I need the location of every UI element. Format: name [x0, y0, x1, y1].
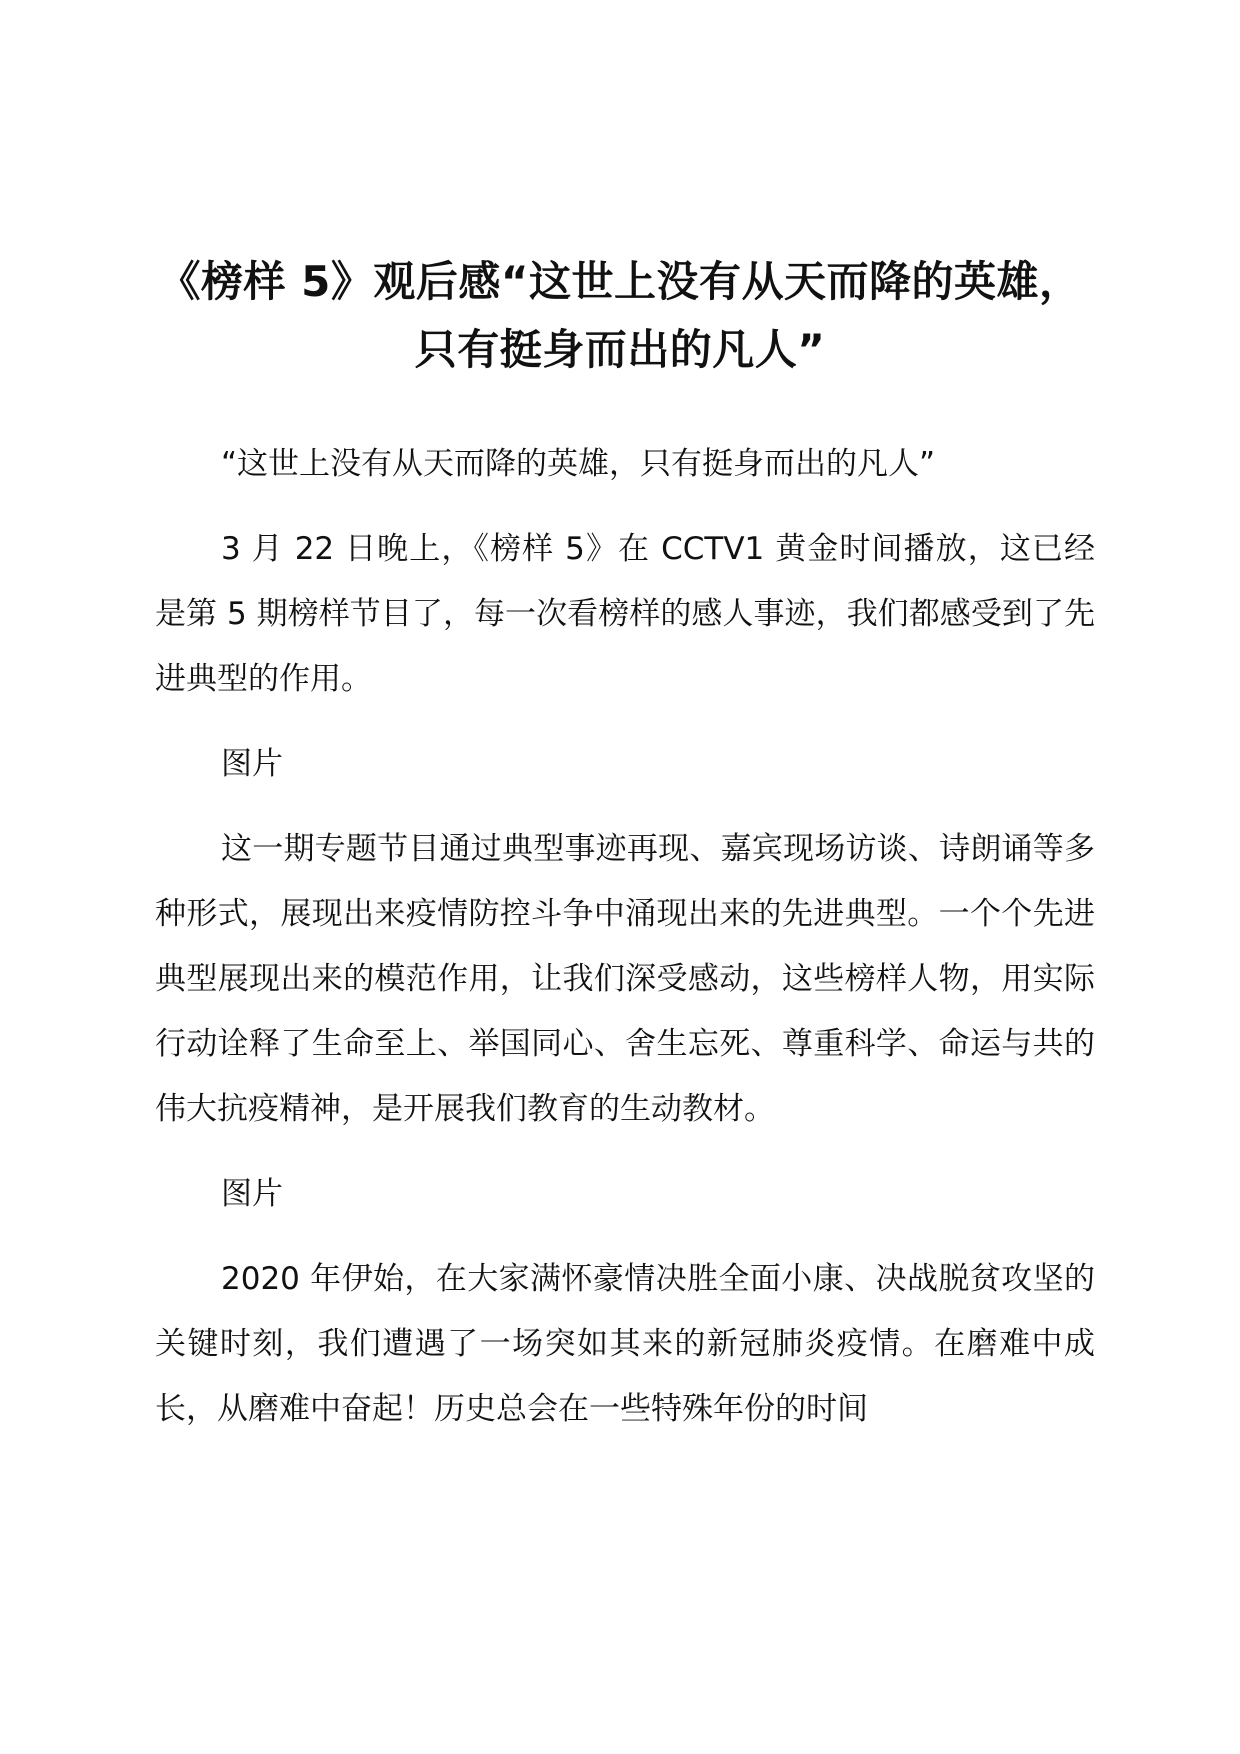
- paragraph-quote: “这世上没有从天而降的英雄，只有挺身而出的凡人”: [221, 446, 936, 482]
- paragraph-program: 这一期专题节目通过典型事迹再现、嘉宾现场访谈、诗朗诵等多种形式，展现出来疫情防控斗争中涌现出来的先进典型。一个个先进典型展现出来的模范作用，让我们深受感动，这些榜样人物，用实际行动诠释了生命至上、举国同心、舍生忘死、尊重科学、命运与共的伟大抗疫精神，是开展我们教育的生动教材。: [155, 831, 1095, 1127]
- document-title: 《榜样 5》观后感“这世上没有从天而降的英雄，只有挺身而出的凡人”: [158, 257, 1082, 374]
- image-placeholder-label: 图片: [221, 1176, 283, 1212]
- paragraph-2020: 2020 年伊始，在大家满怀豪情决胜全面小康、决战脱贫攻坚的关键时刻，我们遭遇了一场突如其来的新冠肺炎疫情。在磨难中成长，从磨难中奋起！历史总会在一些特殊年份的时间: [155, 1261, 1095, 1427]
- image-placeholder-label: 图片: [221, 746, 283, 782]
- document-body: [155, 432, 1095, 1462]
- paragraph-intro: 3 月 22 日晚上，《榜样 5》在 CCTV1 黄金时间播放，这已经是第 5 期榜样节目了，每一次看榜样的感人事迹，我们都感受到了先进典型的作用。: [155, 531, 1095, 697]
